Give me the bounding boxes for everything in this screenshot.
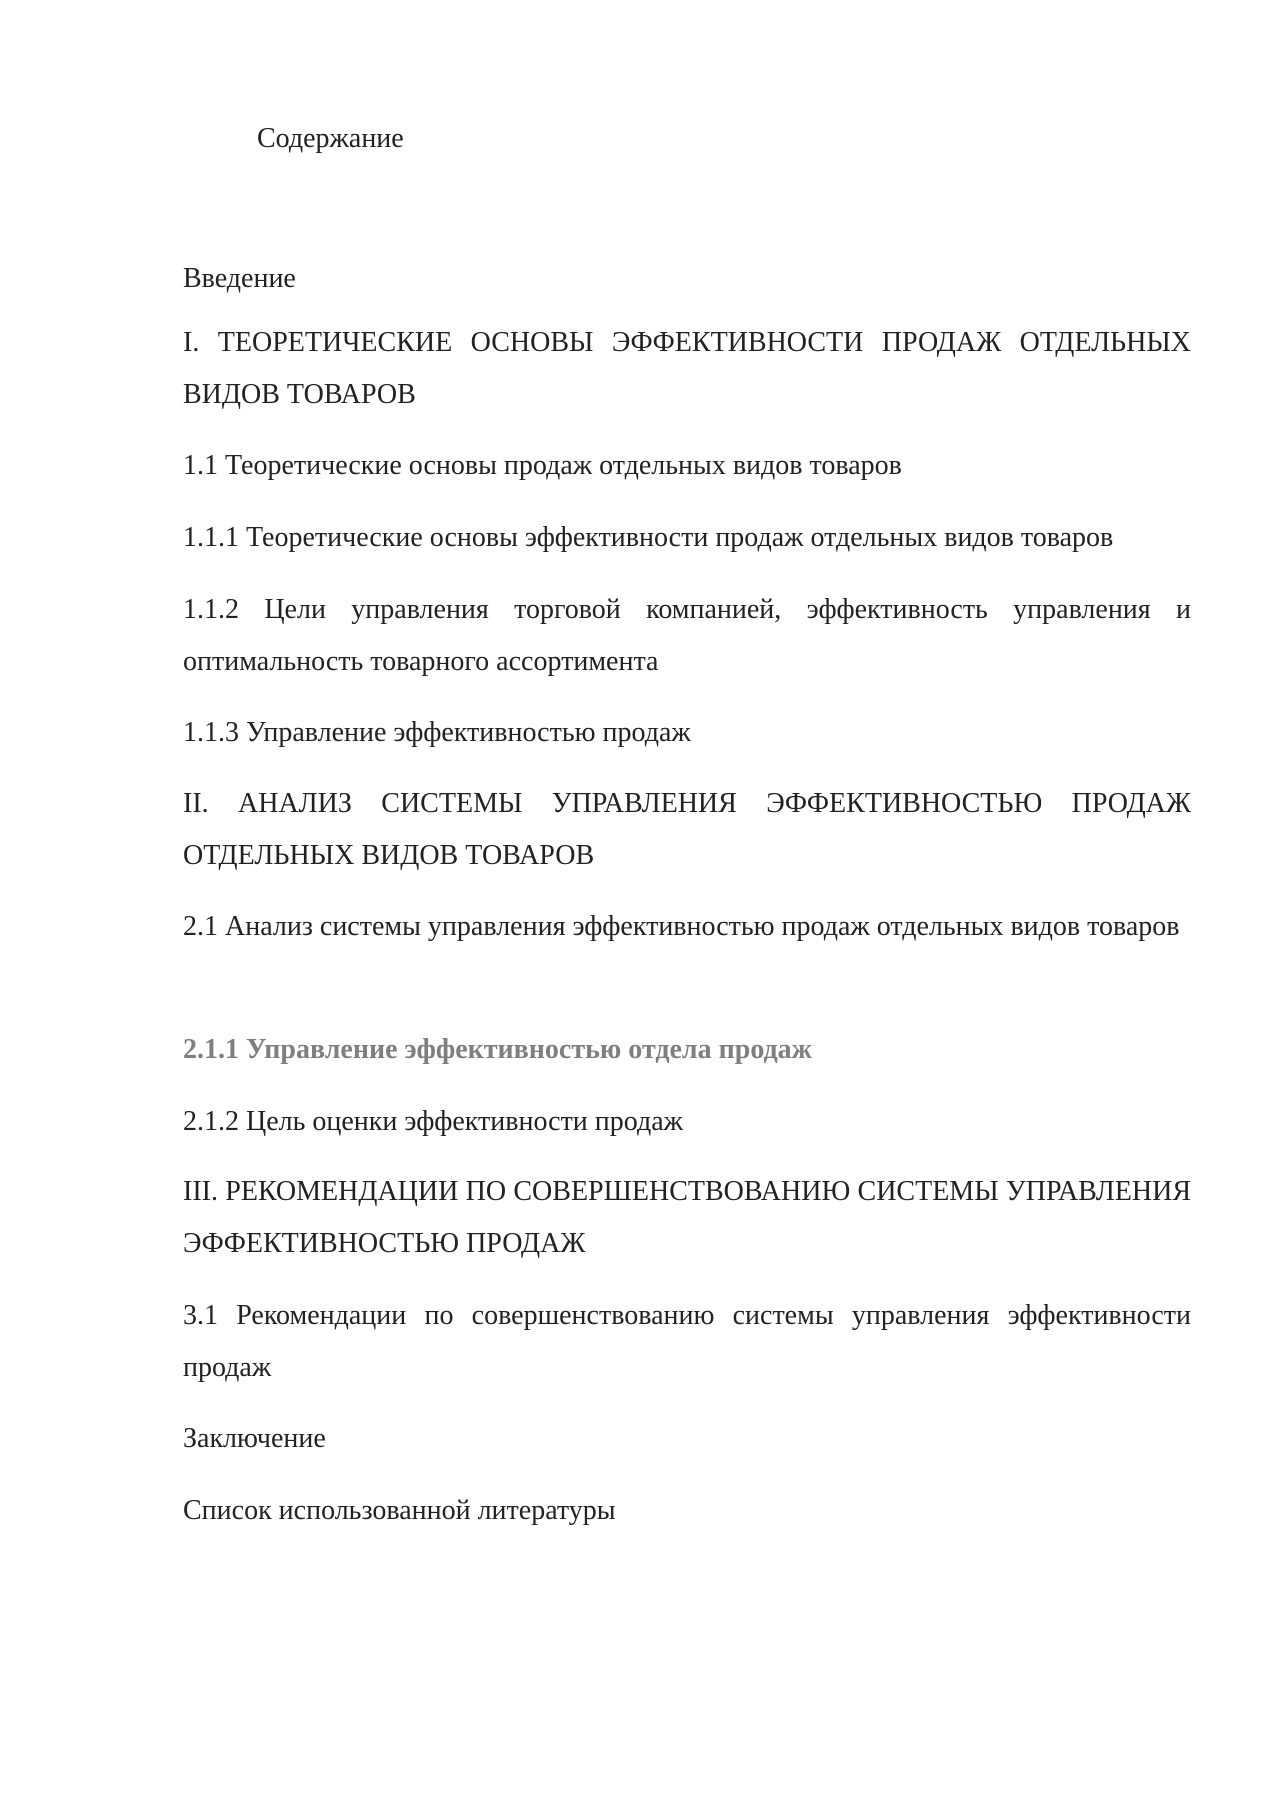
toc-entry-part-3: III. РЕКОМЕНДАЦИИ ПО СОВЕРШЕНСТВОВАНИЮ СИСТЕМЫ УПРАВЛЕНИЯ ЭФФЕКТИВНОСТЬЮ ПРОДАЖ [183, 1176, 1191, 1259]
toc-entry-1-1-3: 1.1.3 Управление эффективностью продаж [183, 717, 691, 748]
toc-entry-3-1: 3.1 Рекомендации по совершенствованию системы управления эффективности продаж [183, 1300, 1191, 1383]
toc-entry-1-1: 1.1 Теоретические основы продаж отдельных видов товаров [183, 450, 902, 481]
toc-entry-part-2: II. АНАЛИЗ СИСТЕМЫ УПРАВЛЕНИЯ ЭФФЕКТИВНОСТЬЮ ПРОДАЖ ОТДЕЛЬНЫХ ВИДОВ ТОВАРОВ [183, 788, 1191, 871]
toc-entry-part-1: I. ТЕОРЕТИЧЕСКИЕ ОСНОВЫ ЭФФЕКТИВНОСТИ ПРОДАЖ ОТДЕЛЬНЫХ ВИДОВ ТОВАРОВ [183, 327, 1191, 410]
toc-entry-conclusion: Заключение [183, 1423, 326, 1454]
toc-entry-2-1-1: 2.1.1 Управление эффективностью отдела продаж [183, 1034, 812, 1065]
toc-entry-2-1: 2.1 Анализ системы управления эффективностью продаж отдельных видов товаров [183, 911, 1180, 942]
toc-entry-1-1-2: 1.1.2 Цели управления торговой компанией, эффективность управления и оптимальность товарного ассортимента [183, 594, 1191, 677]
toc-entry-1-1-1: 1.1.1 Теоретические основы эффективности продаж отдельных видов товаров [183, 522, 1114, 553]
toc-entry-introduction: Введение [183, 263, 296, 294]
page-title: Содержание [257, 123, 404, 154]
toc-entry-2-1-2: 2.1.2 Цель оценки эффективности продаж [183, 1106, 683, 1137]
toc-entry-bibliography: Список использованной литературы [183, 1495, 616, 1526]
